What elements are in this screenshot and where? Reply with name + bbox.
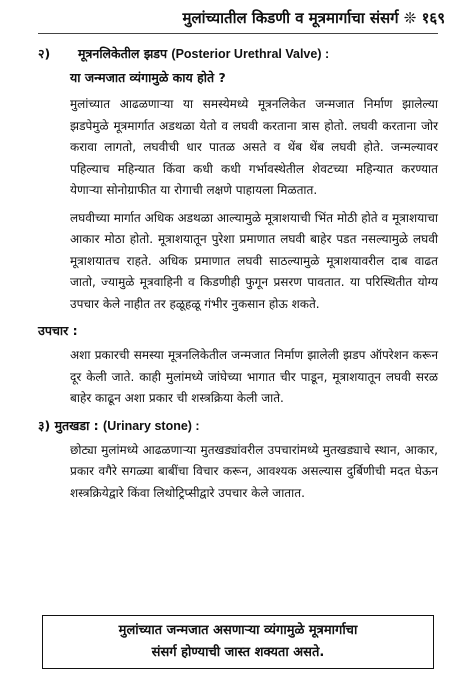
section-3-heading bbox=[38, 416, 438, 436]
section-2-title-latin: (Posterior Urethral Valve) : bbox=[171, 47, 330, 61]
key-point-callout bbox=[42, 615, 434, 669]
section-3-paragraph: छोट्या मुलांमध्ये आढळणाऱ्या मुतखड्यांवरील उपचारांमध्ये मुतखड्याचे स्थान, आकार, प्रकार वगैरे सगळ्या बाबींचा विचार करून, आवश्यक असल्यास दुर्बिणीची मदत घेऊन शस्त्रक्रियेद्वारे किंवा लिथोट्रिप्सीद्वारे उपचार केले जातात. bbox=[70, 442, 438, 500]
header-rule bbox=[38, 33, 438, 34]
treatment-heading: उपचार : bbox=[38, 323, 78, 338]
treatment-paragraph: अशा प्रकारची समस्या मूत्रनलिकेतील जन्मजात निर्माण झालेली झडप ऑपरेशन करून दूर केली जाते. काही मुलांमध्ये जांघेच्या भागात चीर पाडून, मूत्राशयातून लघवी सरळ बाहेर काढून अशा प्रकार ची शस्त्रक्रिया केली जाते. bbox=[70, 348, 438, 405]
page-content bbox=[38, 44, 438, 510]
section-2-paragraph-1: मुलांच्यात आढळणाऱ्या या समस्येमध्ये मूत्रनलिकेत जन्मजात निर्माण झालेल्या झडपेमुळे मूत्रमार्गात अडथळा येतो व लघवी करताना त्रास होतो. लघवी करताना जोर करावा लागतो, लघवीची धार पातळ असते व थेंब थेंब लघवी होते. जन्मल्यावर पहिल्याच महिन्यात किंवा कधी कधी गर्भावस्थेतील शेवटच्या महिन्यात करण्यात येणाऱ्या सोनोग्राफीत या रोगाची लक्षणे पाहायला मिळतात. bbox=[70, 97, 438, 197]
section-2-number: २) bbox=[38, 46, 51, 61]
callout-line-1: मुलांच्यात जन्मजात असणाऱ्या व्यंगामुळे मूत्रमार्गाचा bbox=[118, 623, 358, 638]
running-header: मुलांच्यातील किडणी व मूत्रमार्गाचा संसर्ग ❊ १६९ bbox=[182, 9, 445, 27]
section-3-title: मुतखडा : bbox=[54, 417, 99, 433]
section-2-question: या जन्मजात व्यंगामुळे काय होते ? bbox=[70, 70, 226, 85]
section-2-title: मूत्रनलिकेतील झडप bbox=[78, 46, 168, 61]
callout-line-2: संसर्ग होण्याची जास्त शक्यता असते. bbox=[151, 645, 325, 660]
section-2-heading bbox=[38, 44, 438, 64]
section-3-title-latin: (Urinary stone) : bbox=[103, 418, 200, 433]
section-2-paragraph-2: लघवीच्या मार्गात अधिक अडथळा आल्यामुळे मूत्राशयाची भिंत मोठी होते व मूत्राशयाचा आकार मोठा होतो. मूत्राशयातून पुरेशा प्रमाणात लघवी बाहेर पडत नसल्यामुळे लघवी मूत्राशयातच राहते. अधिक प्रमाणात लघवी साठल्यामुळे मूत्राशयावरील दाब वाढत जातो, ज्यामुळे मूत्रवाहिनी व किडणीही फुगून प्रसरण पावतात. या परिस्थितीत योग्य उपचार केले नाहीत तर हळूहळू गंभीर नुकसान होऊ शकते. bbox=[70, 210, 438, 311]
section-3-number: ३) bbox=[38, 417, 51, 433]
